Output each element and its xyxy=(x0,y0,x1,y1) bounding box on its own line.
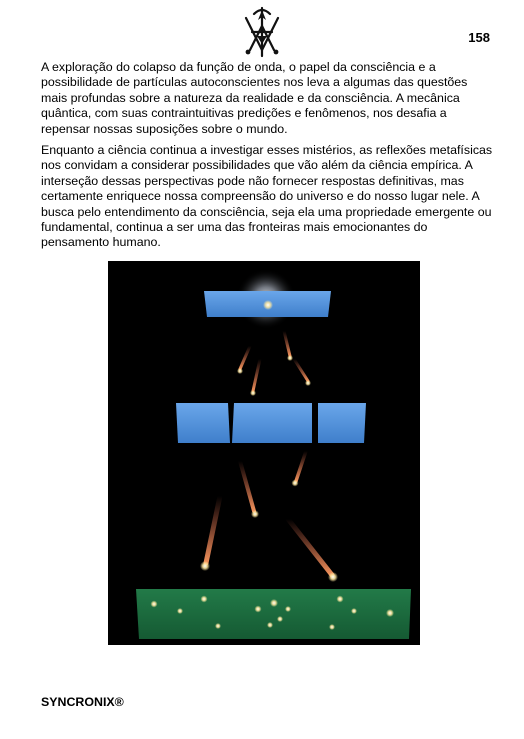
particle xyxy=(263,300,273,310)
footer-brand: SYNCRONIX® xyxy=(41,695,124,709)
particle-trails-lower xyxy=(200,451,338,582)
middle-panel-left xyxy=(176,403,230,443)
quantum-illustration xyxy=(108,261,420,645)
middle-panel-right xyxy=(318,403,366,443)
page-number: 158 xyxy=(468,30,490,45)
paragraph: Enquanto a ciência continua a investigar esses mistérios, as reflexões metafísicas nos convidam a considerar possibilidades que vão além da ciência empírica. A interseção dessas perspectivas pode não fornecer respostas definitivas, mas certamente enriquece nossa compreensão do universo e do nosso lugar nele. A busca pelo entendimento da consciência, seja ela uma propriedade emergente ou fundamental, continua a ser uma das fronteiras mais emocionantes do pensamento humano. xyxy=(41,143,493,250)
paragraph: A exploração do colapso da função de onda, o papel da consciência e a possibilidade de partículas autoconscientes nos leva a algumas das questões mais profundas sobre a natureza da realidade e da consciência. A mecânica quântica, com suas contraintuitivas predições e fenômenos, nos desafia a repensar nossas suposições sobre o mundo. xyxy=(41,60,468,136)
particle-trails-upper xyxy=(237,331,311,396)
ornamental-monogram-icon xyxy=(240,6,284,58)
detection-screen xyxy=(136,589,411,639)
middle-panel-center xyxy=(232,403,312,443)
